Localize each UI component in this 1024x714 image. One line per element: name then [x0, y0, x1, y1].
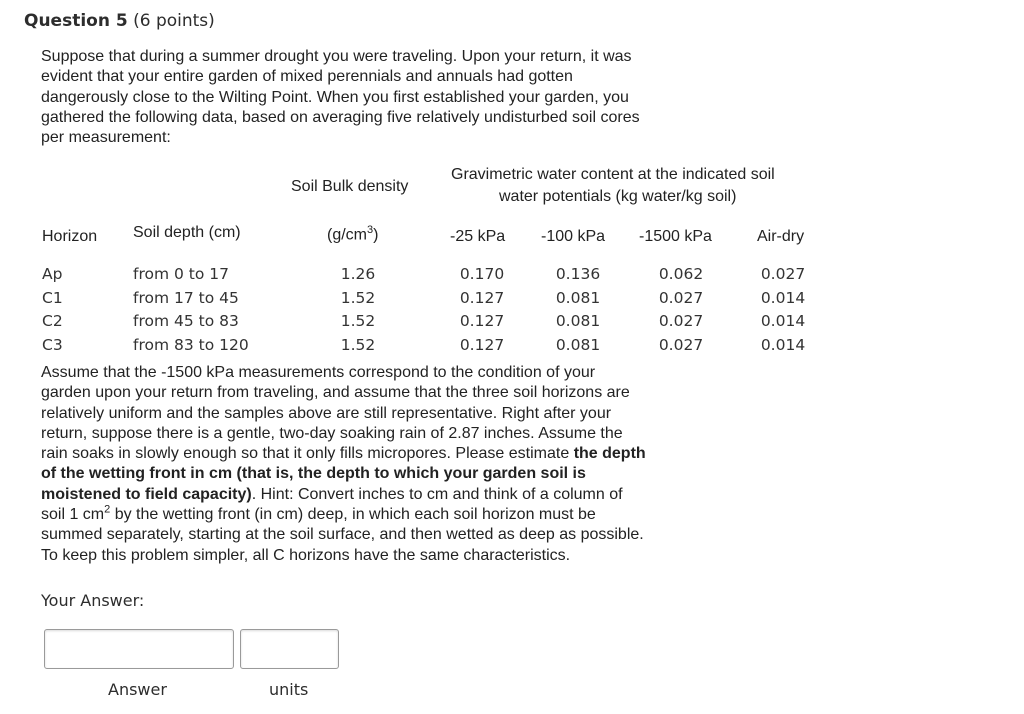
intro-paragraph — [41, 47, 640, 148]
body-line: garden upon your return from traveling, and assume that the three soil horizons are — [41, 384, 630, 402]
table-cell-air-dry: 0.014 — [760, 312, 806, 330]
answer-input[interactable] — [45, 630, 233, 668]
body-line — [41, 464, 646, 484]
table-cell-depth: from 17 to 45 — [133, 289, 239, 307]
table-cell-bulk: 1.26 — [340, 265, 376, 283]
table-cell-horizon: C3 — [42, 336, 63, 354]
body-line: To keep this problem simpler, all C horizons have the same characteristics. — [41, 546, 571, 564]
body-line: return, suppose there is a gentle, two-day soaking rain of 2.87 inches. Assume the — [41, 424, 623, 442]
table-cell-horizon: C2 — [42, 312, 63, 330]
gravimetric-header-line2: water potentials (kg water/kg soil) — [499, 188, 737, 205]
intro-line: per measurement: — [41, 129, 171, 147]
table-cell-air-dry: 0.014 — [760, 289, 806, 307]
table-cell-1500kpa: 0.027 — [658, 289, 704, 307]
column-header-depth: Soil depth (cm) — [133, 224, 241, 241]
question-body — [41, 363, 646, 566]
question-number: Question 5 — [24, 11, 128, 31]
column-header-units: $(g/cm^3)$ — [327, 224, 379, 244]
table-cell-horizon: C1 — [42, 289, 63, 307]
question-title — [24, 11, 215, 31]
column-header-horizon: Horizon — [42, 228, 98, 245]
table-cell-depth: from 83 to 120 — [133, 336, 249, 354]
table-cell-25kpa: 0.170 — [459, 265, 505, 283]
table-cell-bulk: 1.52 — [340, 289, 376, 307]
emphasis-text: moistened to field capacity) — [41, 485, 252, 503]
table-cell-100kpa: 0.136 — [555, 265, 601, 283]
table-cell-depth: from 0 to 17 — [133, 265, 229, 283]
table-cell-air-dry: 0.014 — [760, 336, 806, 354]
answer-caption: Answer — [108, 680, 167, 699]
table-cell-depth: from 45 to 83 — [133, 312, 239, 330]
answer-field[interactable] — [44, 629, 234, 669]
column-header-1500kpa: -1500 kPa — [639, 228, 712, 245]
table-cell-horizon: Ap — [42, 265, 63, 283]
column-header-100kpa: -100 kPa — [541, 228, 606, 245]
intro-line: evident that your entire garden of mixed perennials and annuals had gotten — [41, 68, 573, 86]
intro-line: dangerously close to the Wilting Point. When you first established your garden, you — [41, 88, 629, 106]
column-header-25kpa: -25 kPa — [450, 228, 506, 245]
table-cell-1500kpa: 0.062 — [658, 265, 704, 283]
table-cell-25kpa: 0.127 — [459, 312, 505, 330]
your-answer-label: Your Answer: — [41, 591, 145, 610]
bulk-density-header: Soil Bulk density — [291, 178, 409, 195]
units-caption: units — [269, 680, 309, 699]
table-cell-25kpa: 0.127 — [459, 336, 505, 354]
body-line: summed separately, starting at the soil surface, and then wetted as deep as possible. — [41, 526, 644, 544]
body-line: relatively uniform and the samples above are still representative. Right after your — [41, 404, 612, 422]
table-cell-100kpa: 0.081 — [555, 336, 601, 354]
question-points: (6 points) — [133, 11, 215, 31]
intro-line: Suppose that during a summer drought you were traveling. Upon your return, it was — [41, 48, 632, 65]
emphasis-text: the depth — [573, 445, 646, 463]
units-field[interactable] — [240, 629, 339, 669]
table-cell-bulk: 1.52 — [340, 312, 376, 330]
table-cell-bulk: 1.52 — [340, 336, 376, 354]
table-cell-1500kpa: 0.027 — [658, 312, 704, 330]
table-cell-air-dry: 0.027 — [760, 265, 806, 283]
emphasis-text: of the wetting front in cm (that is, the depth to which your garden soil is — [41, 465, 586, 483]
table-cell-100kpa: 0.081 — [555, 289, 601, 307]
intro-line: gathered the following data, based on averaging five relatively undisturbed soil cores — [41, 108, 640, 126]
table-cell-1500kpa: 0.027 — [658, 336, 704, 354]
column-header-air-dry: Air-dry — [757, 228, 805, 245]
body-line: rain soaks in slowly enough so that it only fills micropores. Please estimate the depth — [41, 445, 646, 463]
table-cell-25kpa: 0.127 — [459, 289, 505, 307]
body-line: Assume that the -1500 kPa measurements correspond to the condition of your — [41, 364, 596, 381]
gravimetric-header-line1: Gravimetric water content at the indicated soil — [451, 166, 775, 183]
body-line: moistened to field capacity). Hint: Convert inches to cm and think of a column of — [41, 485, 623, 503]
body-line: soil 1 $cm^2$ by the wetting front (in cm) deep, in which each soil horizon must be — [41, 503, 596, 524]
table-cell-100kpa: 0.081 — [555, 312, 601, 330]
units-input[interactable] — [241, 630, 338, 668]
